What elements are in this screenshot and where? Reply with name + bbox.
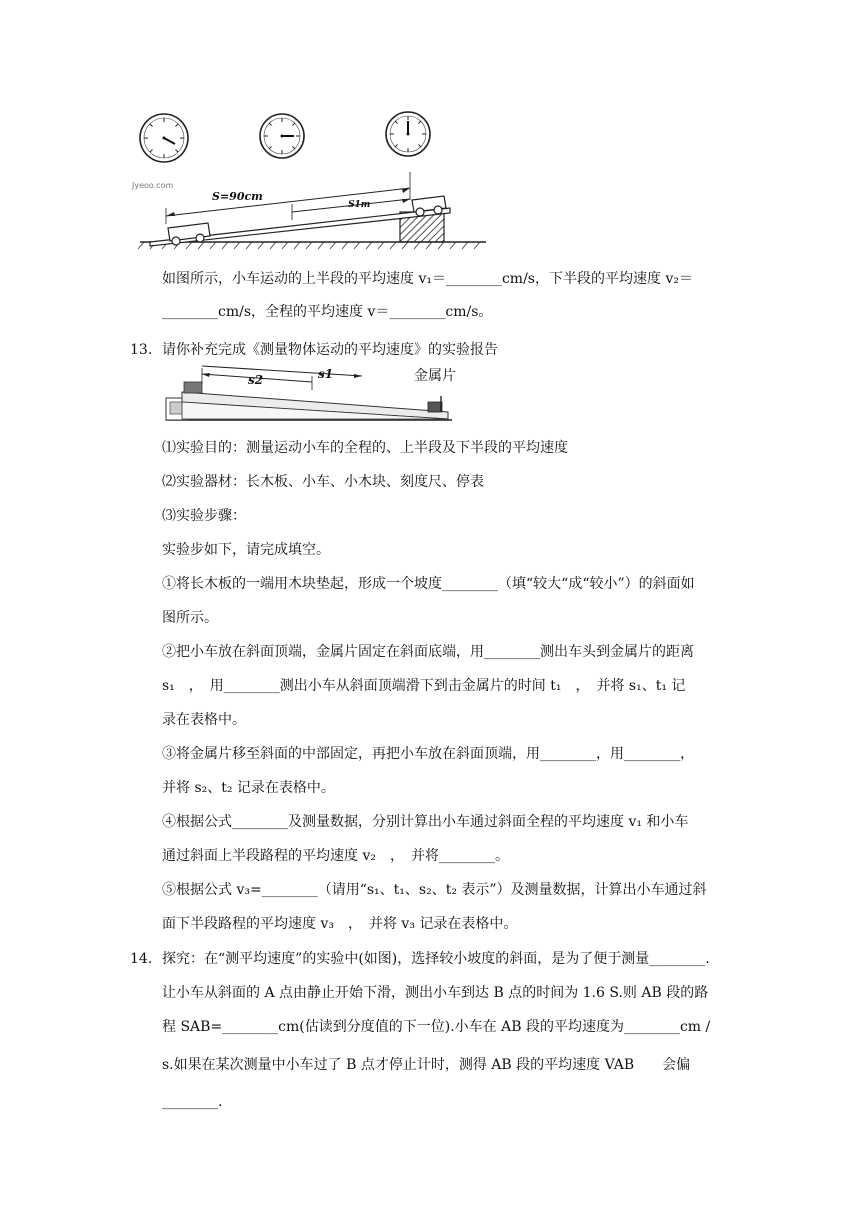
q14-line-1: 探究：在“测平均速度”的实验中(如图)，选择较小坡度的斜面，是为了便于测量________. xyxy=(162,951,710,967)
q13-step3-line-a: ③将金属片移至斜面的中部固定，再把小车放在斜面顶端，用________，用________， xyxy=(162,746,694,762)
q13-purpose: ⑴实验目的：测量运动小车的全程的、上半段及下半段的平均速度 xyxy=(162,440,568,456)
q14-line-3: 程 SAB=________cm(估读到分度值的下一位).小车在 AB 段的平均速度为________cm / xyxy=(162,1019,711,1035)
label-s1-fig2: s1 xyxy=(318,367,334,381)
q12-line-2: ________cm/s，全程的平均速度 v＝________cm/s。 xyxy=(162,304,493,320)
q13-step5-line-a: ⑤根据公式 v₃=________（请用“s₁、t₁、s₂、t₂ 表示”）及测量数据，计算出小车通过斜 xyxy=(162,882,707,898)
stopwatch-2-icon xyxy=(260,114,304,158)
q13-step3-line-b: 并将 s₂、t₂ 记录在表格中。 xyxy=(162,780,335,796)
figure-incline-clocks xyxy=(130,108,490,253)
q13-number: 13. xyxy=(130,342,153,358)
q13-step5-line-b: 面下半段路程的平均速度 v₃ ， 并将 v₃ 记录在表格中。 xyxy=(162,916,518,932)
figure-incline-metal xyxy=(162,362,462,426)
q12-line-1: 如图所示，小车运动的上半段的平均速度 v₁＝________cm/s，下半段的平均速度 v₂＝ xyxy=(162,271,693,287)
q13-step2-line-a: ②把小车放在斜面顶端，金属片固定在斜面底端，用________测出车头到金属片的距离 xyxy=(162,644,694,660)
q14-line-2: 让小车从斜面的 A 点由静止开始下滑，测出小车到达 B 点的时间为 1.6 S.则 AB 段的路 xyxy=(162,985,709,1001)
q13-step1-line-b: 图所示。 xyxy=(162,610,218,626)
stopwatch-3-icon xyxy=(386,112,430,156)
label-metal-piece: 金属片 xyxy=(414,368,456,384)
q13-step4-line-a: ④根据公式________及测量数据，分别计算出小车通过斜面全程的平均速度 v₁ 和小车 xyxy=(162,814,689,830)
q14-line-5: ________. xyxy=(162,1094,223,1110)
watermark: Jyeoo.com xyxy=(132,181,174,190)
q13-steps-intro: 实验步如下，请完成填空。 xyxy=(162,542,330,558)
q13-step2-line-b: s₁ ， 用________测出小车从斜面顶端滑下到击金属片的时间 t₁ ， 并将 s₁、t₁ 记 xyxy=(162,678,686,694)
q13-equipment: ⑵实验器材：长木板、小车、小木块、刻度尺、停表 xyxy=(162,474,484,490)
q13-step1-line-a: ①将长木板的一端用木块垫起，形成一个坡度________（填“较大“成“较小”）的斜面如 xyxy=(162,576,695,592)
q13-step4-line-b: 通过斜面上半段路程的平均速度 v₂ ， 并将________。 xyxy=(162,848,509,864)
q13-steps-label: ⑶实验步骤： xyxy=(162,508,246,524)
q14-line-4: s.如果在某次测量中小车过了 B 点才停止计时，测得 AB 段的平均速度 VAB 会偏 xyxy=(162,1057,691,1073)
q14-number: 14. xyxy=(130,951,153,967)
label-s2: s2 xyxy=(248,373,264,387)
q13-step2-line-c: 录在表格中。 xyxy=(162,712,246,728)
stopwatch-1-icon xyxy=(140,114,188,162)
label-s1: S1m xyxy=(348,200,371,210)
label-s: S=90cm xyxy=(212,190,263,203)
q13-title: 请你补充完成《测量物体运动的平均速度》的实验报告 xyxy=(162,342,498,358)
